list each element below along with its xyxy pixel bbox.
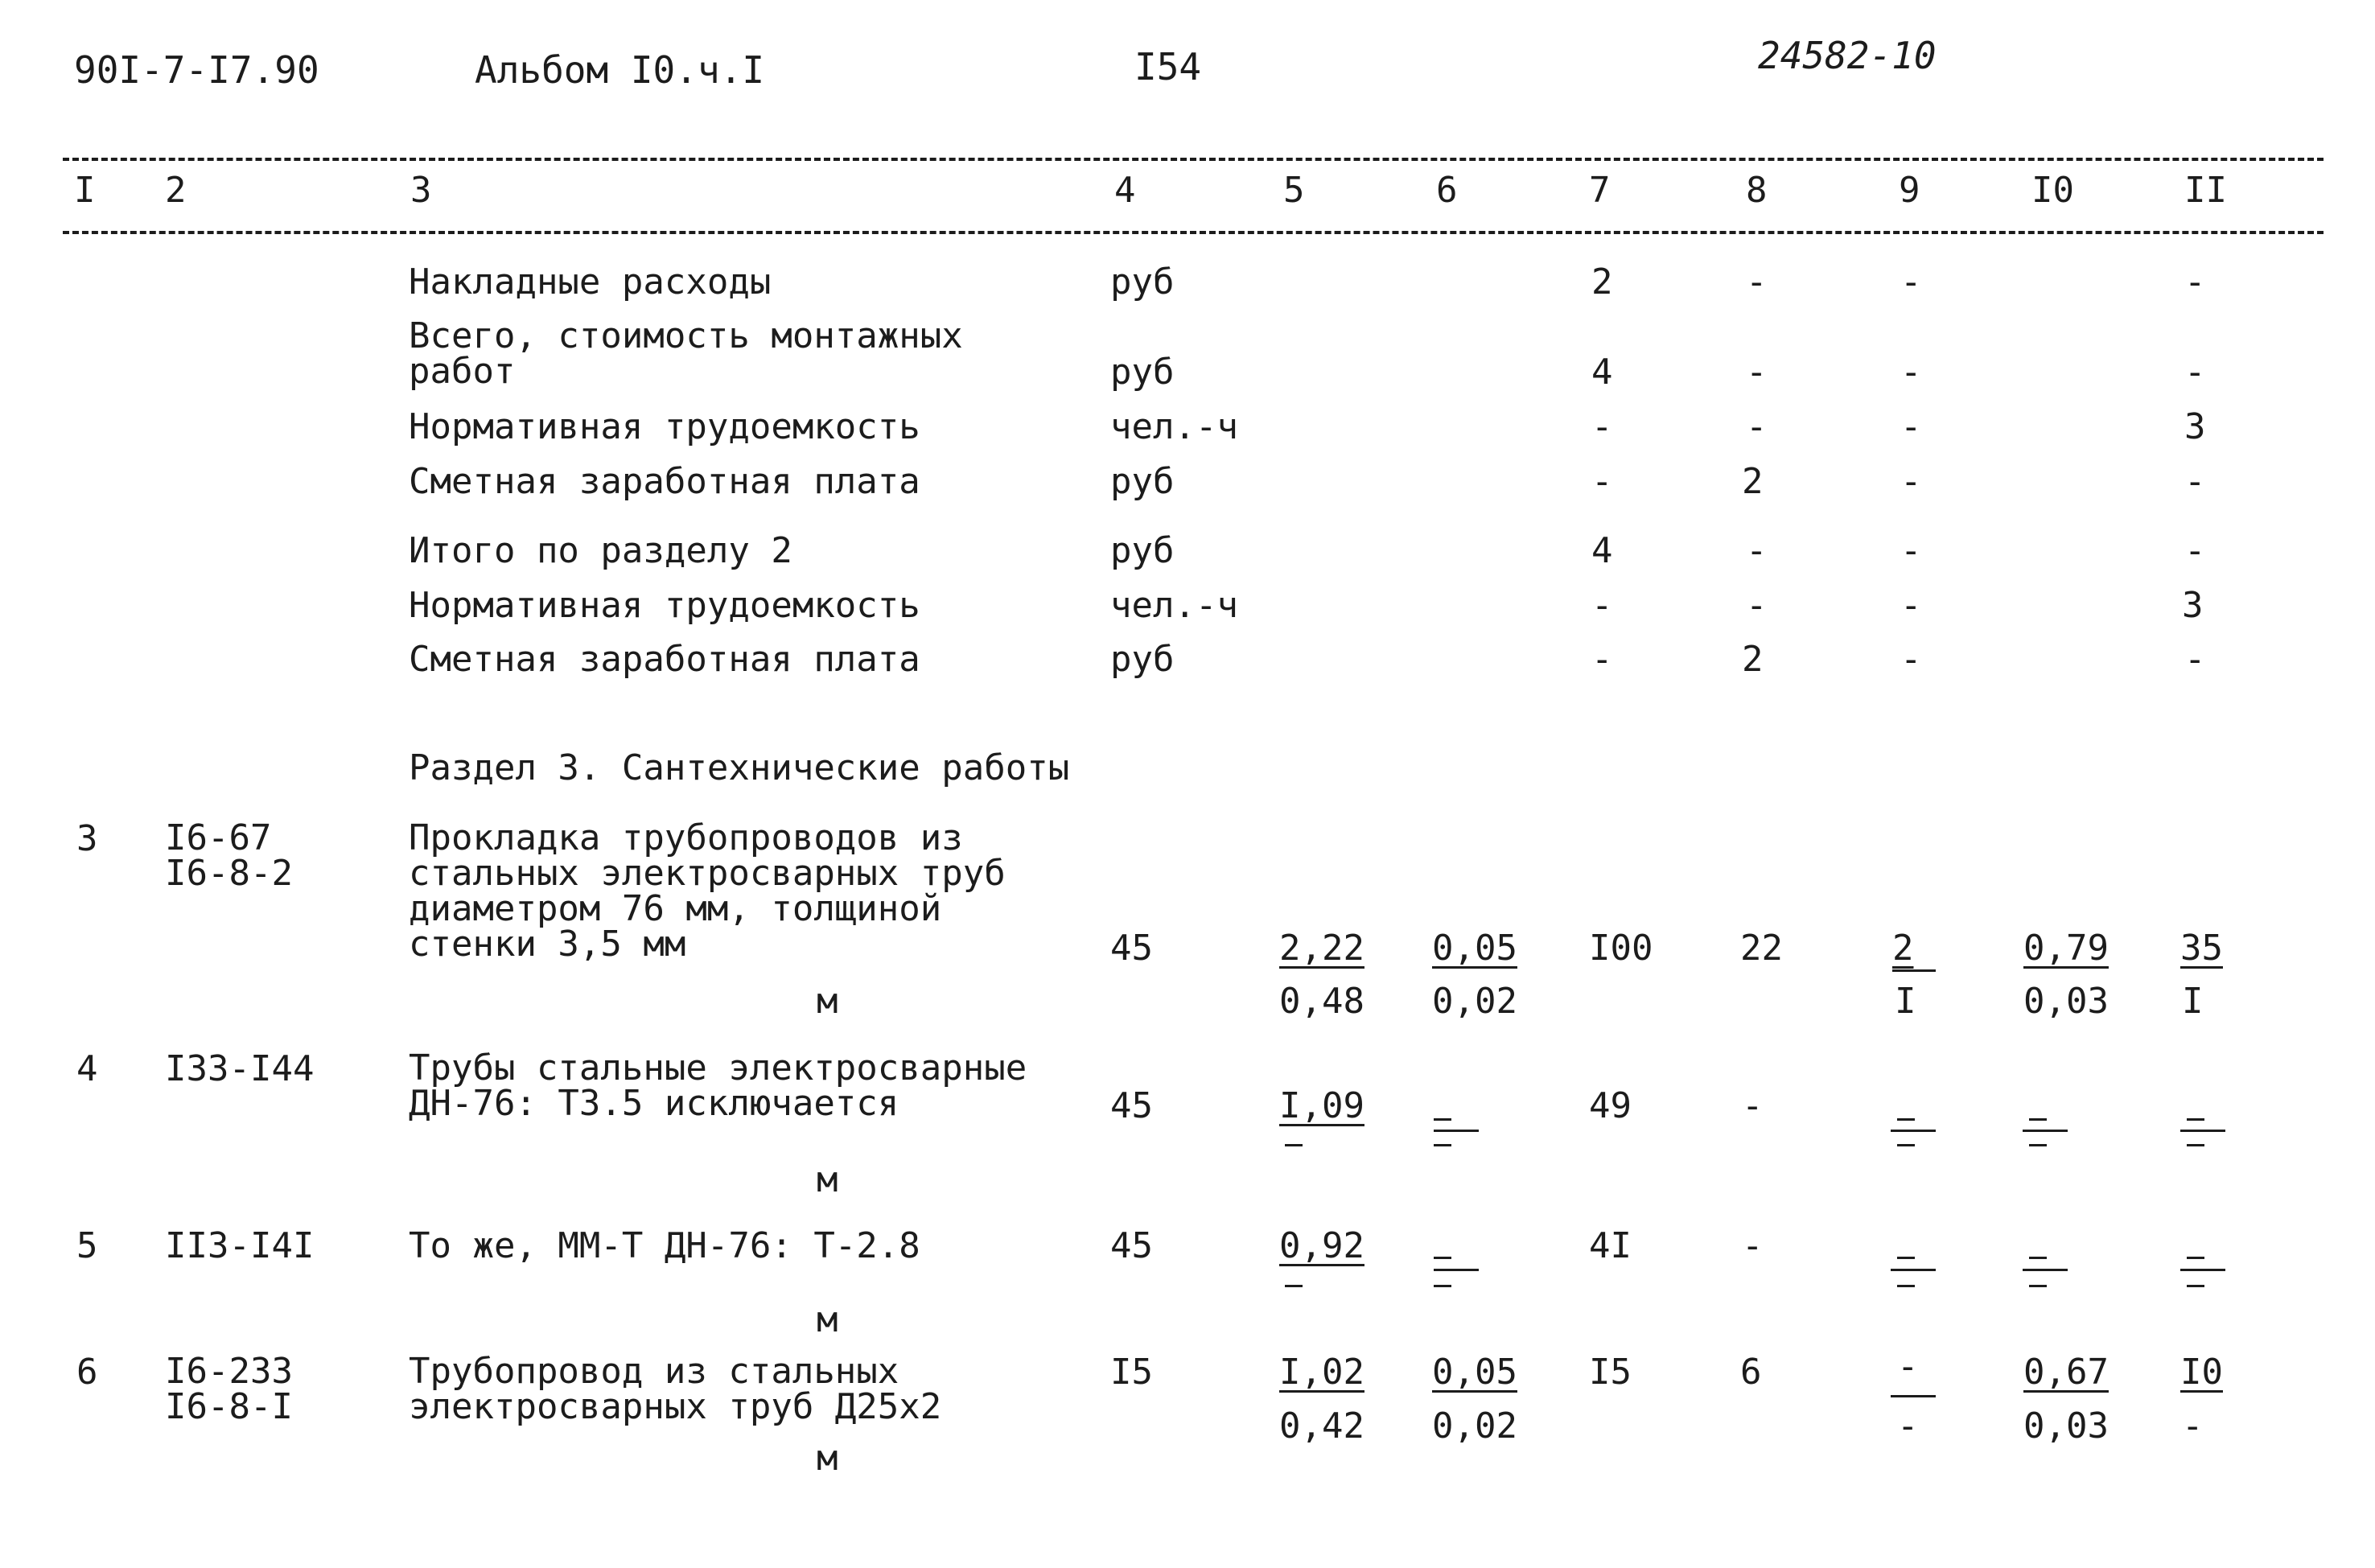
row-col9: - — [1900, 530, 1922, 571]
row-col8: 2 — [1742, 461, 1764, 502]
row-col8: - — [1746, 261, 1768, 302]
col5-bottom-dash — [1285, 1144, 1303, 1146]
row-col7: - — [1591, 585, 1613, 626]
col5-bottom: 0,48 — [1279, 981, 1364, 1022]
col11-dash-top — [2187, 1257, 2204, 1259]
row-col9: - — [1900, 461, 1922, 502]
column-header-8: 8 — [1746, 170, 1768, 211]
col9-top: 2 — [1892, 928, 1914, 969]
col6-bottom: 0,02 — [1432, 1405, 1517, 1447]
col6-top: 0,05 — [1432, 928, 1517, 969]
col6-dash-top — [1434, 1118, 1451, 1121]
col8-value: 6 — [1740, 1352, 1762, 1393]
row-unit: чел.-ч — [1110, 585, 1238, 626]
row-unit: руб — [1110, 461, 1175, 502]
item-unit-label: м — [817, 1438, 838, 1479]
row-col11: - — [2184, 639, 2206, 680]
col6-top: 0,05 — [1432, 1352, 1517, 1393]
row-col8: - — [1746, 585, 1768, 626]
row-col11: 3 — [2182, 585, 2204, 626]
row-col9: - — [1900, 406, 1922, 447]
table-top-rule — [63, 158, 2324, 161]
row-name: Сметная заработная плата — [409, 461, 920, 502]
col9-dash-bottom — [1897, 1285, 1915, 1287]
row-col11: 3 — [2184, 406, 2206, 447]
row-unit: чел.-ч — [1110, 406, 1238, 447]
item-name: Трубы стальные электросварные ДН-76: Т3.5 исключается — [409, 1047, 1027, 1124]
col5-top: I,09 — [1279, 1085, 1364, 1126]
col7-value: 49 — [1589, 1085, 1632, 1126]
col7-value: 4I — [1589, 1225, 1632, 1266]
col7-value: I00 — [1589, 928, 1653, 969]
col5-bottom: 0,42 — [1279, 1405, 1364, 1447]
row-name: Всего, стоимость монтажных работ — [409, 315, 963, 392]
item-name: Трубопровод из стальных электросварных труб Д25х2 — [409, 1351, 942, 1427]
col11-dash-bottom — [2187, 1285, 2204, 1287]
row-col11: - — [2184, 352, 2206, 393]
col10-underline — [2023, 1130, 2068, 1132]
col10-bottom: 0,03 — [2023, 1405, 2109, 1447]
row-name: Накладные расходы — [409, 261, 772, 302]
col10-top: 0,67 — [2023, 1352, 2109, 1393]
row-col9: - — [1900, 352, 1922, 393]
col11-bottom: - — [2182, 1405, 2204, 1447]
col9-dash-top — [1897, 1257, 1915, 1259]
document-code: 90I-7-I7.90 — [74, 48, 319, 92]
column-header-9: 9 — [1899, 170, 1920, 211]
section-title: Раздел 3. Сантехнические работы — [409, 747, 1070, 788]
column-header-4: 4 — [1114, 170, 1136, 211]
item-unit-label: м — [817, 981, 838, 1022]
col8-value: 22 — [1740, 928, 1783, 969]
col11-top: 35 — [2180, 928, 2223, 969]
col11-bottom: I — [2182, 981, 2204, 1022]
row-unit: руб — [1110, 530, 1175, 571]
col5-top: 2,22 — [1279, 928, 1364, 969]
item-number: 5 — [76, 1225, 98, 1266]
column-header-10: I0 — [2031, 170, 2074, 211]
col10-dash-bottom — [2029, 1285, 2047, 1287]
album-label: Альбом I0.ч.I — [475, 48, 765, 92]
column-header-6: 6 — [1436, 170, 1458, 211]
row-unit: руб — [1110, 639, 1175, 680]
col6-dash-top — [1434, 1257, 1451, 1259]
col6-underline — [1434, 1269, 1479, 1271]
row-col7: 2 — [1591, 261, 1613, 302]
col9-underline — [1892, 969, 1936, 972]
row-col7: 4 — [1591, 352, 1613, 393]
col10-bottom: 0,03 — [2023, 981, 2109, 1022]
column-header-2: 2 — [165, 170, 187, 211]
item-qty: 45 — [1110, 928, 1153, 969]
archive-stamp: 24582-10 — [1758, 34, 1937, 77]
row-col11: - — [2184, 461, 2206, 502]
column-header-7: 7 — [1589, 170, 1611, 211]
row-col8: - — [1746, 406, 1768, 447]
col11-underline — [2180, 1269, 2225, 1271]
item-code: I6-67 I6-8-2 — [165, 817, 293, 894]
col9-top: - — [1897, 1346, 1919, 1387]
col10-top: 0,79 — [2023, 928, 2109, 969]
col9-underline — [1891, 1395, 1936, 1397]
page-number: I54 — [1134, 45, 1202, 88]
row-name: Итого по разделу 2 — [409, 530, 792, 571]
row-col8: - — [1746, 530, 1768, 571]
item-number: 3 — [76, 818, 98, 859]
row-name: Нормативная трудоемкость — [409, 585, 920, 626]
row-unit: руб — [1110, 261, 1175, 302]
row-col9: - — [1900, 585, 1922, 626]
row-col7: - — [1591, 406, 1613, 447]
col9-underline — [1891, 1130, 1936, 1132]
column-header-5: 5 — [1283, 170, 1305, 211]
item-code: II3-I4I — [165, 1225, 315, 1266]
col11-dash-bottom — [2187, 1144, 2204, 1146]
col5-top: 0,92 — [1279, 1225, 1364, 1266]
row-col11: - — [2184, 530, 2206, 571]
row-col8: 2 — [1742, 639, 1764, 680]
row-col9: - — [1900, 261, 1922, 302]
column-header-1: I — [74, 170, 96, 211]
col5-top: I,02 — [1279, 1352, 1364, 1393]
col11-dash-top — [2187, 1118, 2204, 1121]
row-col9: - — [1900, 639, 1922, 680]
row-col7: - — [1591, 461, 1613, 502]
item-qty: 45 — [1110, 1225, 1153, 1266]
col11-underline — [2180, 1130, 2225, 1132]
row-unit: руб — [1110, 352, 1175, 393]
item-qty: 45 — [1110, 1085, 1153, 1126]
row-name: Сметная заработная плата — [409, 639, 920, 680]
row-name: Нормативная трудоемкость — [409, 406, 920, 447]
col6-bottom: 0,02 — [1432, 981, 1517, 1022]
col10-dash-top — [2029, 1118, 2047, 1121]
item-number: 6 — [76, 1352, 98, 1393]
col6-underline — [1434, 1130, 1479, 1132]
column-header-3: 3 — [410, 170, 432, 211]
row-col7: 4 — [1591, 530, 1613, 571]
row-col8: - — [1746, 352, 1768, 393]
col9-bottom: - — [1897, 1405, 1919, 1447]
col9-dash-top — [1897, 1118, 1915, 1121]
table-header-rule — [63, 231, 2324, 234]
col9-underline — [1891, 1269, 1936, 1271]
item-qty: I5 — [1110, 1352, 1153, 1393]
item-unit-label: м — [817, 1299, 838, 1340]
col9-dash-bottom — [1897, 1144, 1915, 1146]
col8-value: - — [1742, 1085, 1764, 1126]
col10-dash-bottom — [2029, 1144, 2047, 1146]
column-header-11: II — [2184, 170, 2227, 211]
col10-underline — [2023, 1269, 2068, 1271]
col6-dash-bottom — [1434, 1285, 1451, 1287]
col8-value: - — [1742, 1225, 1764, 1266]
item-name: То же, ММ-Т ДН-76: Т-2.8 — [409, 1225, 920, 1266]
item-name: Прокладка трубопроводов из стальных электросварных труб диаметром 76 мм, толщиной стенки 3,5 мм — [409, 817, 1006, 965]
item-unit-label: м — [817, 1159, 838, 1200]
item-number: 4 — [76, 1048, 98, 1089]
col10-dash-top — [2029, 1257, 2047, 1259]
col6-dash-bottom — [1434, 1144, 1451, 1146]
col5-bottom-dash — [1285, 1285, 1303, 1287]
col11-top: I0 — [2180, 1352, 2223, 1393]
row-col7: - — [1591, 639, 1613, 680]
item-code: I33-I44 — [165, 1048, 315, 1089]
col9-bottom: I — [1895, 981, 1916, 1022]
col7-value: I5 — [1589, 1352, 1632, 1393]
row-col11: - — [2184, 261, 2206, 302]
item-code: I6-233 I6-8-I — [165, 1351, 293, 1427]
